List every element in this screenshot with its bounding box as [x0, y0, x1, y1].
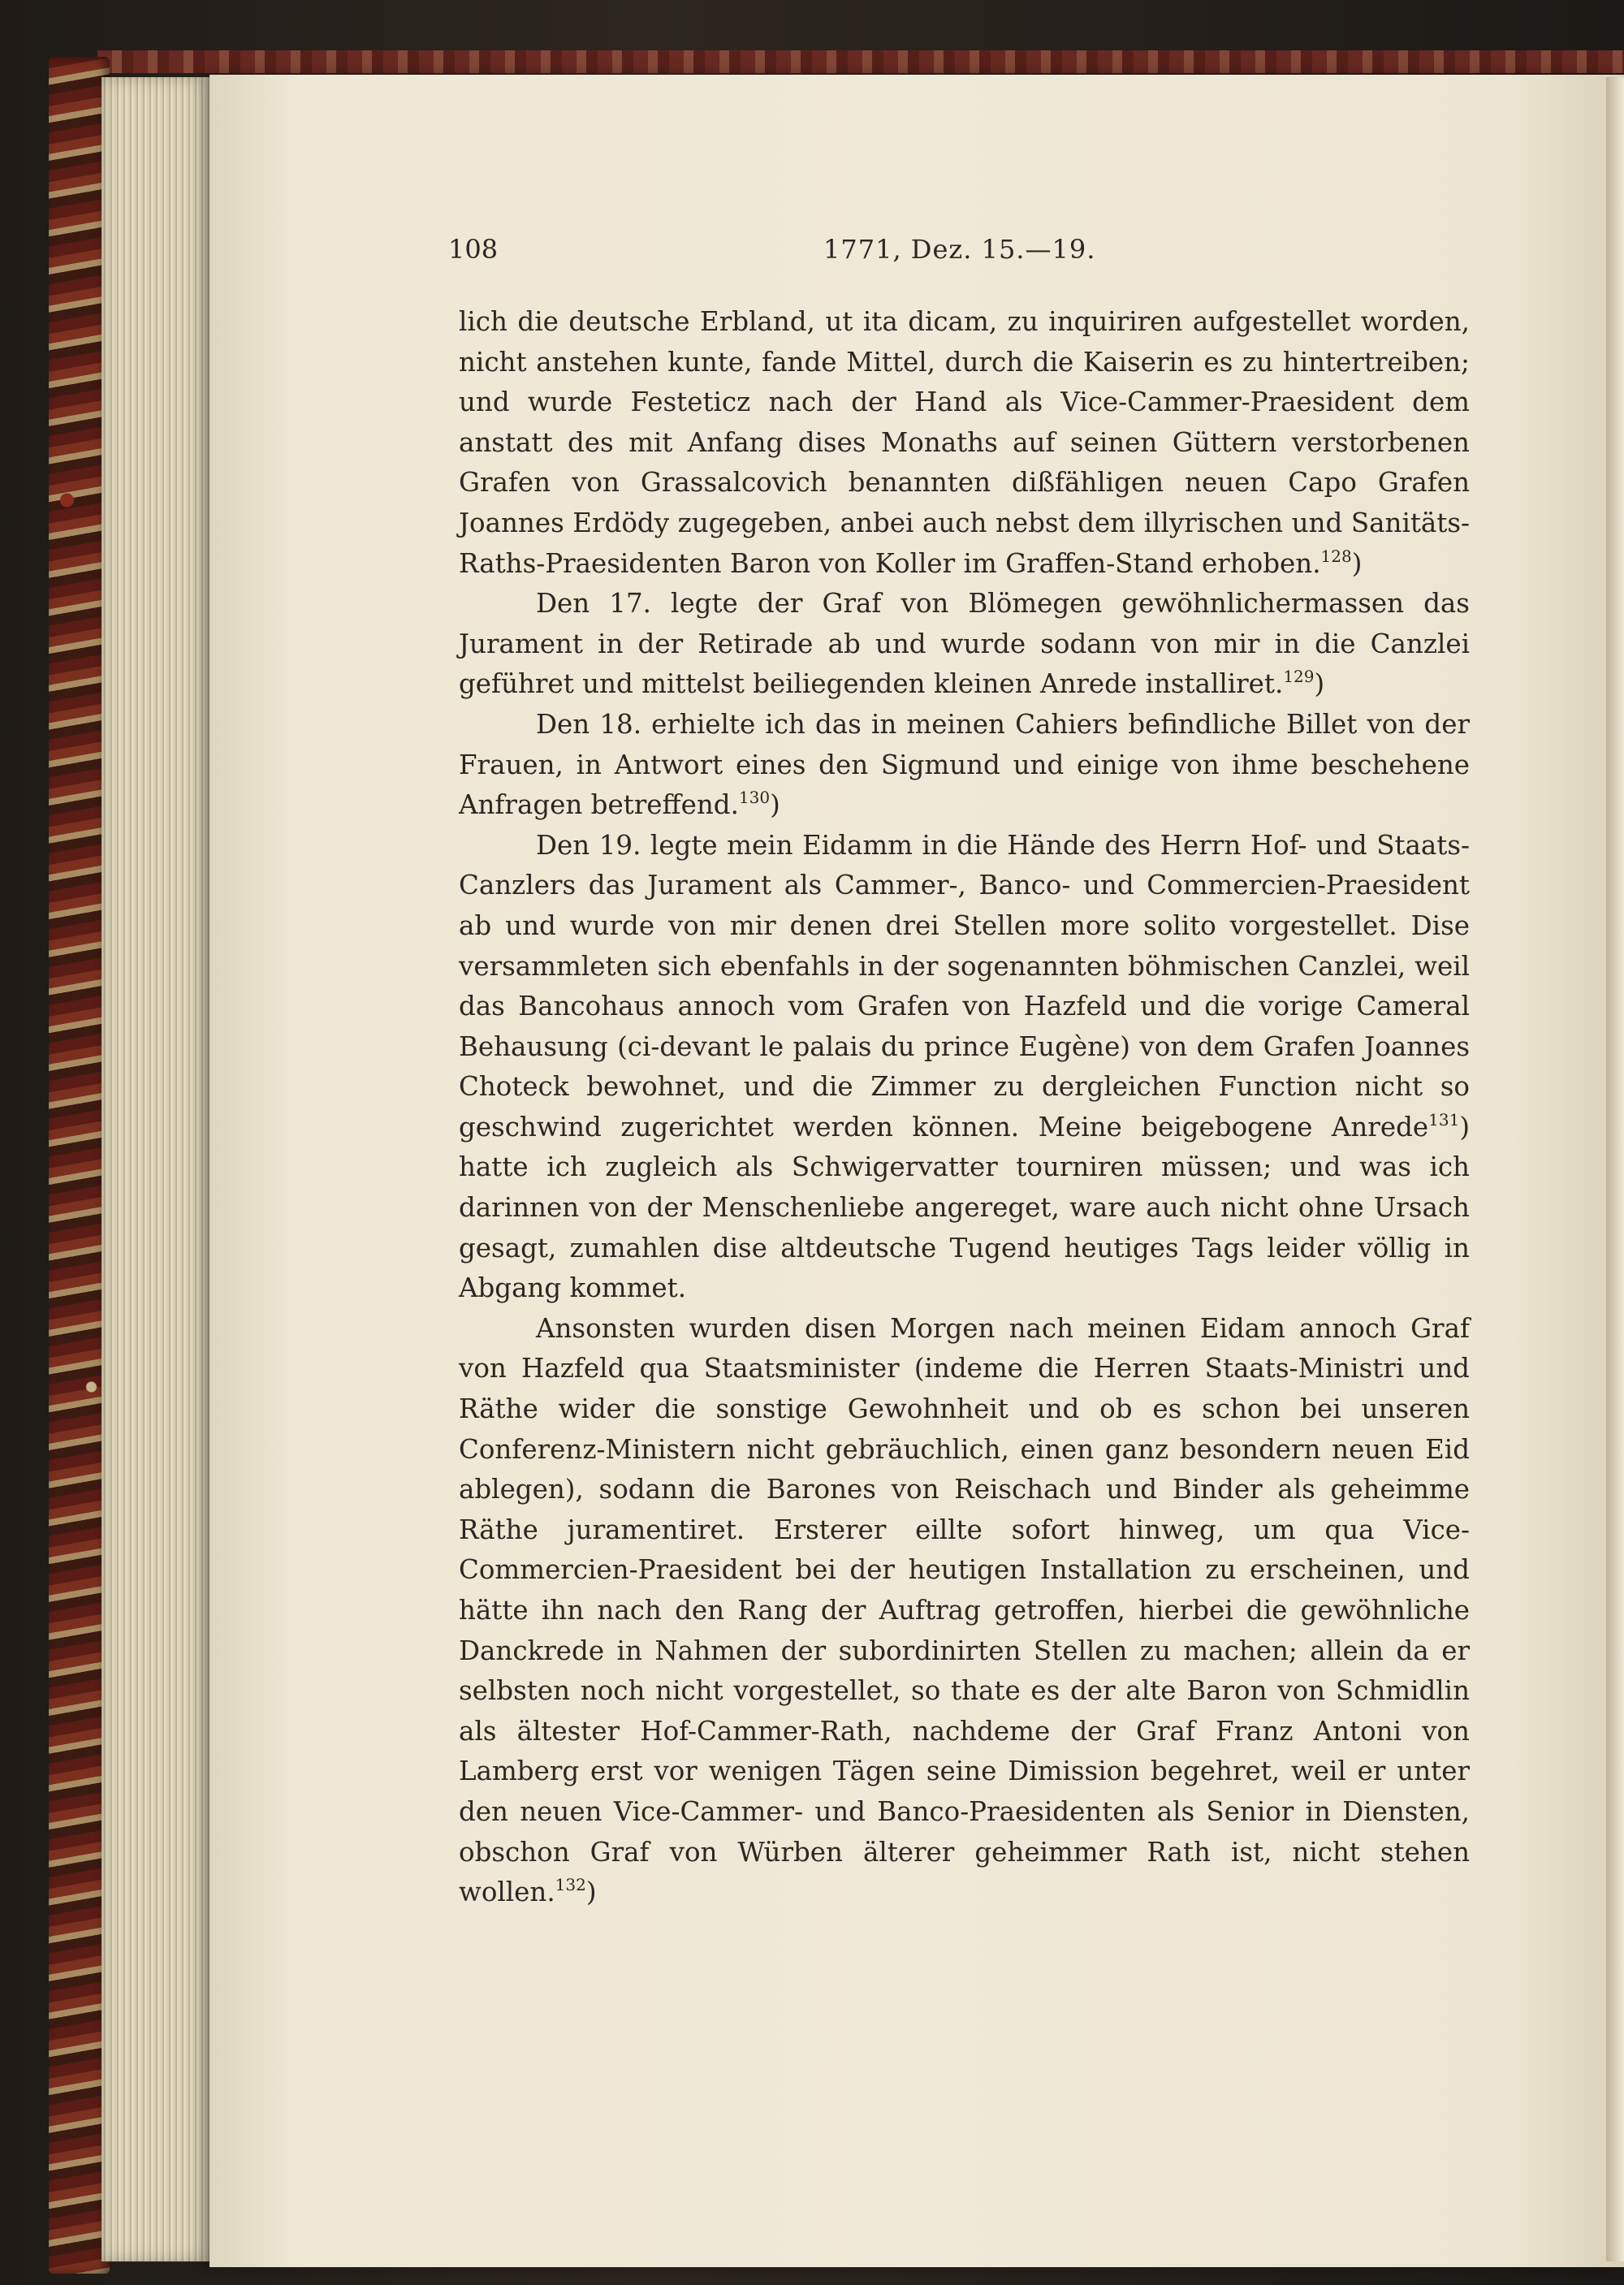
footnote-ref: 128 [1320, 546, 1352, 566]
marbled-cover-board [49, 57, 110, 2274]
facing-page-edge [1606, 77, 1624, 2261]
paragraph: Den 19. legte mein Eidamm in die Hände des Herrn Hof- und Staats-Canzlers das Jurament als Cammer-, Banco- und Commercien-Praesident ab und wurde von mir denen drei Stellen more solito vorgestellet. Dise versammleten sich ebenfahls in der sogenannten böhmischen Canzlei, weil das Bancohaus annoch vom Grafen von Hazfeld und die vorige Cameral Behausung (ci-devant le palais du prince Eugène) von dem Grafen Joannes Choteck bewohnet, und die Zimmer zu dergleichen Function nicht so geschwind zugerichtet werden können. Meine beigebogene Anrede$^{131}$) hatte ich zugleich als Schwigervatter tourniren müssen; und was ich darinnen von der Menschenliebe angereget, ware auch nicht ohne Ursach gesagt, zumahlen dise altdeutsche Tugend heutiges Tags leider völlig in Abgang kommet. [459, 829, 1470, 1304]
book-headband [97, 50, 1624, 73]
paragraph: Den 18. erhielte ich das in meinen Cahiers befindliche Billet von der Frauen, in Antwort eines den Sigmund und einige von ihme beschehene Anfragen betreffend.$^{130}$) [459, 708, 1470, 821]
body-text [459, 302, 1470, 1913]
paragraph: lich die deutsche Erbland, ut ita dicam, zu inquiriren aufgestellet worden, nicht anstehen kunte, fande Mittel, durch die Kaiserin es zu hintertreiben; und wurde Festeticz nach der Hand als Vice-Cammer-Praesident dem anstatt des mit Anfang dises Monaths auf seinen Güttern verstorbenen Grafen von Grassalcovich benannten dißfähligen neuen Capo Grafen Joannes Erdödy zugegeben, anbei auch nebst dem illyrischen und Sanitäts-Raths-Praesidenten Baron von Koller im Graffen-Stand erhoben.$^{128}$) [459, 306, 1470, 579]
footnote-ref: 131 [1428, 1109, 1460, 1130]
footnote-ref: 130 [738, 788, 771, 808]
running-head: 1771, Dez. 15.—19. [823, 234, 1096, 265]
paragraph: Den 17. legte der Graf von Blömegen gewöhnlichermassen das Jurament in der Retirade ab und wurde sodann von mir in die Canzlei geführet und mittelst beiliegenden kleinen Anrede installiret.$^{129}$) [459, 588, 1470, 700]
page-number: 108 [448, 234, 499, 265]
paragraph: Ansonsten wurden disen Morgen nach meinen Eidam annoch Graf von Hazfeld qua Staatsminister (indeme die Herren Staats-Ministri und Räthe wider die sonstige Gewohnheit und ob es schon bei unseren Conferenz-Ministern nicht gebräuchlich, einen ganz besondern neuen Eid ablegen), sodann die Barones von Reischach und Binder als geheimme Räthe juramentiret. Ersterer eillte sofort hinweg, um qua Vice-Commercien-Praesident bei der heutigen Installation zu erscheinen, und hätte ihn nach den Rang der Auftrag getroffen, hierbei die gewöhnliche Danckrede in Nahmen der subordinirten Stellen zu machen; allein da er selbsten noch nicht vorgestellet, so thate es der alte Baron von Schmidlin als ältester Hof-Cammer-Rath, nachdeme der Graf Franz Antoni von Lamberg erst vor wenigen Tägen seine Dimission begehret, weil er unter den neuen Vice-Cammer- und Banco-Praesidenten als Senior in Diensten, obschon Graf von Würben älterer geheimmer Rath ist, nicht stehen wollen.$^{132}$) [459, 1312, 1470, 1908]
footnote-ref: 132 [555, 1875, 586, 1895]
footnote-ref: 129 [1283, 667, 1315, 687]
page-header [448, 234, 1471, 274]
page-edges [102, 77, 215, 2261]
